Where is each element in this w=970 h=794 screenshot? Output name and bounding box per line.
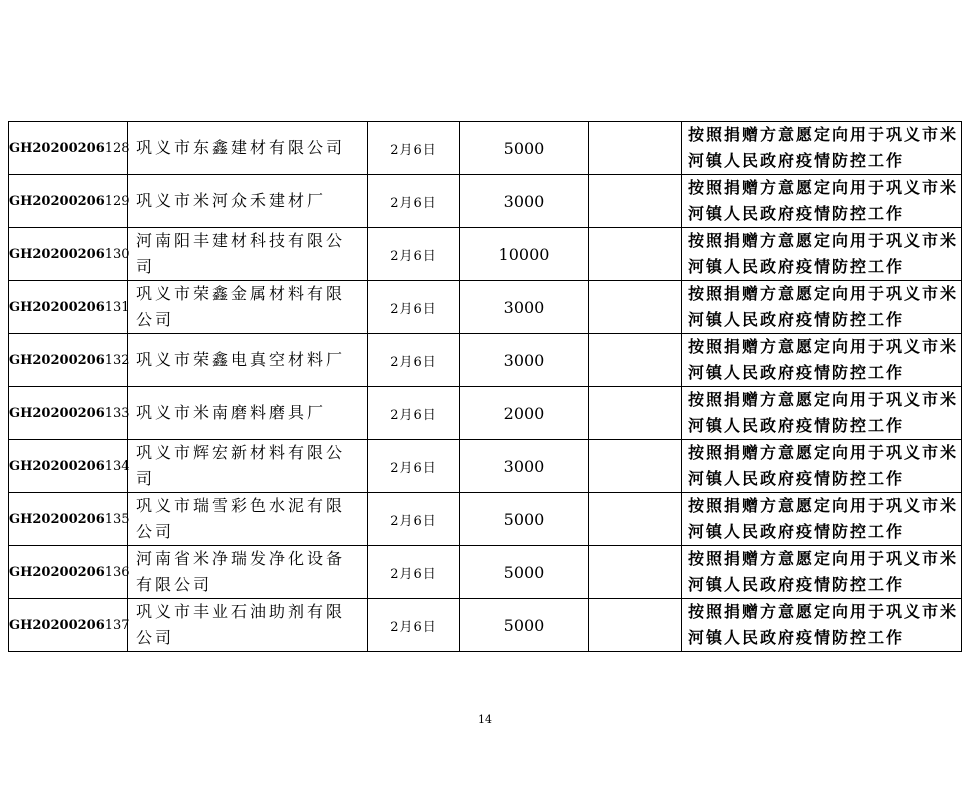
donation-date-cell: 2月6日	[368, 334, 460, 387]
record-id-prefix: GH20200206	[9, 511, 105, 527]
record-id-prefix: GH20200206	[9, 193, 105, 209]
table-row	[9, 334, 962, 387]
donation-date-cell: 2月6日	[368, 122, 460, 175]
donation-purpose-cell: 按照捐赠方意愿定向用于巩义市米河镇人民政府疫情防控工作	[682, 493, 962, 546]
blank-cell	[589, 546, 682, 599]
donation-amount-cell: 5000	[460, 122, 589, 175]
donor-name-cell: 巩义市荣鑫电真空材料厂	[128, 334, 368, 387]
record-id-suffix: 129	[104, 193, 130, 209]
record-id-cell	[9, 228, 128, 281]
record-id-cell	[9, 493, 128, 546]
table-row	[9, 175, 962, 228]
donor-name-cell: 巩义市辉宏新材料有限公司	[128, 440, 368, 493]
donation-amount-cell: 3000	[460, 334, 589, 387]
blank-cell	[589, 175, 682, 228]
record-id-suffix: 130	[104, 246, 130, 262]
record-id-cell	[9, 122, 128, 175]
record-id-prefix: GH20200206	[9, 458, 105, 474]
record-id-cell	[9, 546, 128, 599]
donation-amount-cell: 5000	[460, 493, 589, 546]
record-id-prefix: GH20200206	[9, 405, 105, 421]
record-id-cell	[9, 334, 128, 387]
record-id-cell	[9, 599, 128, 652]
record-id-suffix: 132	[104, 352, 130, 368]
blank-cell	[589, 281, 682, 334]
page-number: 14	[478, 713, 492, 726]
blank-cell	[589, 493, 682, 546]
record-id-suffix: 137	[104, 617, 130, 633]
record-id-prefix: GH20200206	[9, 246, 105, 262]
donation-date-cell: 2月6日	[368, 281, 460, 334]
donor-name-cell: 巩义市瑞雪彩色水泥有限公司	[128, 493, 368, 546]
blank-cell	[589, 387, 682, 440]
donation-date-cell: 2月6日	[368, 387, 460, 440]
donation-amount-cell: 5000	[460, 546, 589, 599]
record-id-suffix: 135	[104, 511, 130, 527]
blank-cell	[589, 334, 682, 387]
donation-date-cell: 2月6日	[368, 599, 460, 652]
donor-name-cell: 巩义市丰业石油助剂有限公司	[128, 599, 368, 652]
record-id-prefix: GH20200206	[9, 140, 105, 156]
table-row	[9, 546, 962, 599]
record-id-prefix: GH20200206	[9, 564, 105, 580]
record-id-prefix: GH20200206	[9, 617, 105, 633]
donation-date-cell: 2月6日	[368, 228, 460, 281]
donation-date-cell: 2月6日	[368, 175, 460, 228]
donation-table	[8, 121, 962, 652]
donation-amount-cell: 2000	[460, 387, 589, 440]
donation-purpose-cell: 按照捐赠方意愿定向用于巩义市米河镇人民政府疫情防控工作	[682, 599, 962, 652]
donor-name-cell: 河南阳丰建材科技有限公司	[128, 228, 368, 281]
record-id-suffix: 133	[104, 405, 130, 421]
donation-purpose-cell: 按照捐赠方意愿定向用于巩义市米河镇人民政府疫情防控工作	[682, 281, 962, 334]
donor-name-cell: 巩义市米河众禾建材厂	[128, 175, 368, 228]
donation-purpose-cell: 按照捐赠方意愿定向用于巩义市米河镇人民政府疫情防控工作	[682, 334, 962, 387]
record-id-cell	[9, 281, 128, 334]
record-id-prefix: GH20200206	[9, 299, 105, 315]
donation-amount-cell: 5000	[460, 599, 589, 652]
donation-purpose-cell: 按照捐赠方意愿定向用于巩义市米河镇人民政府疫情防控工作	[682, 228, 962, 281]
record-id-cell	[9, 440, 128, 493]
donation-date-cell: 2月6日	[368, 440, 460, 493]
record-id-suffix: 136	[104, 564, 130, 580]
table-row	[9, 440, 962, 493]
donation-purpose-cell: 按照捐赠方意愿定向用于巩义市米河镇人民政府疫情防控工作	[682, 440, 962, 493]
donation-purpose-cell: 按照捐赠方意愿定向用于巩义市米河镇人民政府疫情防控工作	[682, 122, 962, 175]
donation-date-cell: 2月6日	[368, 546, 460, 599]
donation-purpose-cell: 按照捐赠方意愿定向用于巩义市米河镇人民政府疫情防控工作	[682, 546, 962, 599]
donation-date-cell: 2月6日	[368, 493, 460, 546]
record-id-suffix: 134	[104, 458, 130, 474]
donor-name-cell: 巩义市东鑫建材有限公司	[128, 122, 368, 175]
table-body	[9, 122, 962, 652]
donation-purpose-cell: 按照捐赠方意愿定向用于巩义市米河镇人民政府疫情防控工作	[682, 175, 962, 228]
record-id-suffix: 128	[104, 140, 130, 156]
record-id-suffix: 131	[104, 299, 130, 315]
table-row	[9, 281, 962, 334]
table-row	[9, 387, 962, 440]
donation-amount-cell: 3000	[460, 175, 589, 228]
blank-cell	[589, 228, 682, 281]
donor-name-cell: 巩义市米南磨料磨具厂	[128, 387, 368, 440]
donation-purpose-cell: 按照捐赠方意愿定向用于巩义市米河镇人民政府疫情防控工作	[682, 387, 962, 440]
table-row	[9, 599, 962, 652]
table-row	[9, 493, 962, 546]
table-row	[9, 228, 962, 281]
table-row	[9, 122, 962, 175]
blank-cell	[589, 122, 682, 175]
donation-amount-cell: 3000	[460, 281, 589, 334]
record-id-prefix: GH20200206	[9, 352, 105, 368]
donation-amount-cell: 10000	[460, 228, 589, 281]
record-id-cell	[9, 175, 128, 228]
donation-amount-cell: 3000	[460, 440, 589, 493]
record-id-cell	[9, 387, 128, 440]
donor-name-cell: 巩义市荣鑫金属材料有限公司	[128, 281, 368, 334]
donor-name-cell: 河南省米净瑞发净化设备有限公司	[128, 546, 368, 599]
blank-cell	[589, 599, 682, 652]
blank-cell	[589, 440, 682, 493]
